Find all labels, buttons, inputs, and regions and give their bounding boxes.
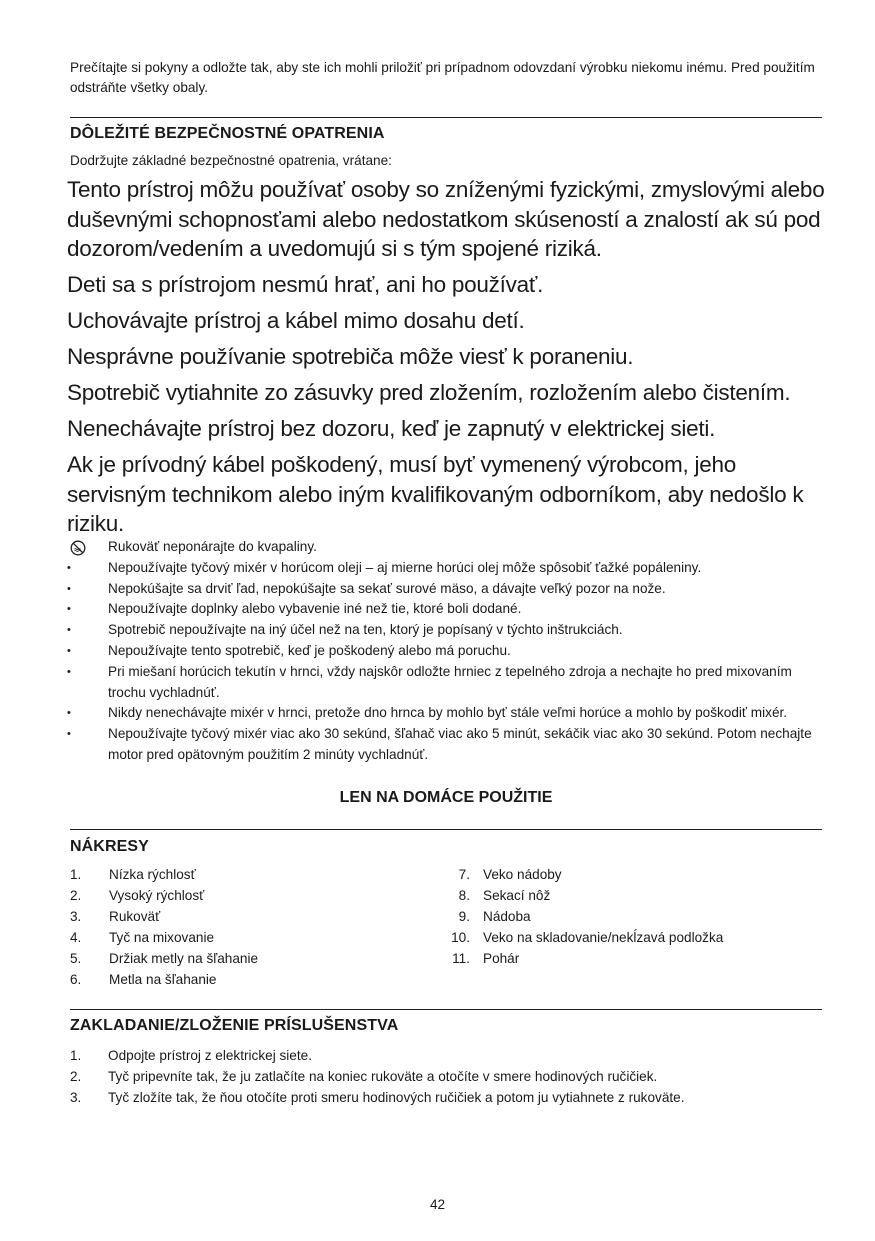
list-item: [70, 969, 258, 990]
step-number: 1.: [70, 1048, 82, 1063]
list-item: [70, 703, 822, 724]
item-number: 2.: [70, 888, 82, 903]
item-label: Veko na skladovanie/nekĺzavá podložka: [483, 930, 724, 945]
list-item: [70, 948, 258, 969]
item-number: 11.: [452, 951, 470, 966]
item-number: 8.: [458, 888, 470, 903]
list-item: [70, 906, 258, 927]
list-item: [70, 620, 822, 641]
item-label: Vysoký rýchlosť: [109, 888, 205, 903]
safety-heading: DÔLEŽITÉ BEZPEČNOSTNÉ OPATRENIA: [70, 125, 385, 142]
item-label: Veko nádoby: [483, 867, 562, 882]
item-number: 3.: [70, 909, 82, 924]
item-number: 10.: [451, 930, 470, 945]
bullet-text: Nikdy nenechávajte mixér v hrnci, pretože dno hrnca by mohlo byť stále veľmi horúce a mohlo by poškodiť mixér.: [108, 705, 788, 721]
bullet-text: Spotrebič nepoužívajte na iný účel než na ten, ktorý je popísaný v týchto inštrukciách.: [108, 622, 623, 638]
item-number: 1.: [70, 867, 82, 882]
warning-text: Ak je prívodný kábel poškodený, musí byť vymenený výrobcom, jeho servisným technikom alebo iným kvalifikovaným odborníkom, aby nedošlo k riziku.: [67, 452, 804, 536]
step-number: 3.: [70, 1090, 82, 1105]
item-label: Metla na šľahanie: [109, 972, 217, 987]
bullet-text: Nepokúšajte sa drviť ľad, nepokúšajte sa sekať surové mäso, a dávajte veľký pozor na nože.: [108, 580, 666, 596]
divider: [70, 829, 822, 830]
list-item: [70, 641, 822, 662]
drawings-list-right: [444, 864, 723, 969]
item-label: Držiak metly na šľahanie: [109, 951, 259, 966]
divider: [70, 117, 822, 118]
list-item: [70, 1045, 822, 1066]
item-number: 5.: [70, 951, 82, 966]
list-item: [444, 906, 723, 927]
bullet-dot: [70, 641, 108, 662]
list-item: [444, 948, 723, 969]
bullet-text: Rukoväť neponárajte do kvapaliny.: [108, 539, 317, 554]
assembly-heading: ZAKLADANIE/ZLOŽENIE PRÍSLUŠENSTVA: [70, 1017, 399, 1034]
item-number: 6.: [70, 972, 82, 987]
bullet-dot: [70, 579, 108, 600]
assembly-steps: [70, 1045, 822, 1108]
warning-text: Nenechávajte prístroj bez dozoru, keď je zapnutý v elektrickej sieti.: [67, 416, 716, 441]
intro-text: Prečítajte si pokyny a odložte tak, aby ste ich mohli priložiť pri prípadnom odovzdaní výrobku niekomu inému. Pred použitím odstráňte všetky obaly.: [70, 60, 815, 95]
list-item: [70, 558, 822, 579]
list-item: [70, 885, 258, 906]
step-number: 2.: [70, 1069, 82, 1084]
item-label: Pohár: [483, 951, 520, 966]
divider: [70, 1009, 822, 1010]
list-item: [444, 885, 723, 906]
bullet-dot: [70, 620, 108, 641]
item-number: 7.: [458, 867, 470, 882]
list-item: [70, 1066, 822, 1087]
item-number: 9.: [458, 909, 470, 924]
item-label: Nízka rýchlosť: [109, 867, 196, 882]
bullet-text: Nepoužívajte tyčový mixér viac ako 30 sekúnd, šľahač viac ako 5 minút, sekáčik viac ako 30 sekúnd. Potom nechajte motor pred opätovným použitím 2 minúty vychladnúť.: [108, 726, 812, 762]
large-warnings: [67, 175, 827, 545]
warning-text: Deti sa s prístrojom nesmú hrať, ani ho používať.: [67, 272, 544, 297]
list-item: [70, 724, 822, 766]
bullet-text: Nepoužívajte tento spotrebič, keď je poškodený alebo má poruchu.: [108, 642, 511, 658]
bullet-text: Pri miešaní horúcich tekutín v hrnci, vždy najskôr odložte hrniec z tepelného zdroja a nechajte ho pred mixovaním trochu vychladnúť.: [108, 663, 792, 700]
bullet-text: Nepoužívajte doplnky alebo vybavenie iné než tie, ktoré boli dodané.: [108, 601, 522, 617]
home-use-notice: LEN NA DOMÁCE POUŽITIE: [339, 789, 553, 806]
warning-text: Tento prístroj môžu používať osoby so zníženými fyzickými, zmyslovými alebo duševnými schopnosťami alebo nedostatkom skúseností a znalostí ak sú pod dozorom/vedením a uvedomujú si s tým spojené riziká.: [67, 177, 825, 261]
list-item: [70, 927, 258, 948]
safety-bullet-list: [70, 537, 822, 766]
bullet-dot: [70, 662, 108, 704]
list-item: [444, 864, 723, 885]
bullet-dot: [70, 558, 108, 579]
warning-text: Uchovávajte prístroj a kábel mimo dosahu detí.: [67, 308, 525, 333]
warning-text: Nesprávne používanie spotrebiča môže viesť k poraneniu.: [67, 344, 634, 369]
list-item: [70, 1087, 822, 1108]
page-number: 42: [429, 1197, 446, 1212]
drawings-list-left: [70, 864, 258, 990]
item-number: 4.: [70, 930, 82, 945]
bullet-text: Nepoužívajte tyčový mixér v horúcom oleji – aj mierne horúci olej môže spôsobiť ťažké popáleniny.: [108, 559, 702, 575]
item-label: Sekací nôž: [483, 888, 551, 903]
item-label: Tyč na mixovanie: [109, 930, 215, 945]
item-label: Nádoba: [483, 909, 531, 924]
step-text: Tyč pripevníte tak, že ju zatlačíte na koniec rukoväte a otočíte v smere hodinových ručičiek.: [108, 1069, 658, 1084]
drawings-heading: NÁKRESY: [70, 838, 149, 855]
bullet-dot: [70, 703, 108, 724]
bullet-dot: [70, 724, 108, 766]
no-immerse-icon: [70, 540, 86, 556]
list-item: [70, 599, 822, 620]
safety-subheading: Dodržujte základné bezpečnostné opatrenia, vrátane:: [70, 153, 392, 168]
bullet-dot: [70, 599, 108, 620]
warning-text: Spotrebič vytiahnite zo zásuvky pred zložením, rozložením alebo čistením.: [67, 380, 791, 405]
step-text: Odpojte prístroj z elektrickej siete.: [108, 1048, 312, 1063]
list-item: [70, 864, 258, 885]
item-label: Rukoväť: [109, 909, 161, 924]
list-item: [444, 927, 723, 948]
step-text: Tyč zložíte tak, že ňou otočíte proti smeru hodinových ručičiek a potom ju vytiahnete z rukoväte.: [108, 1090, 685, 1105]
list-item: [70, 537, 822, 558]
list-item: [70, 662, 822, 704]
list-item: [70, 579, 822, 600]
